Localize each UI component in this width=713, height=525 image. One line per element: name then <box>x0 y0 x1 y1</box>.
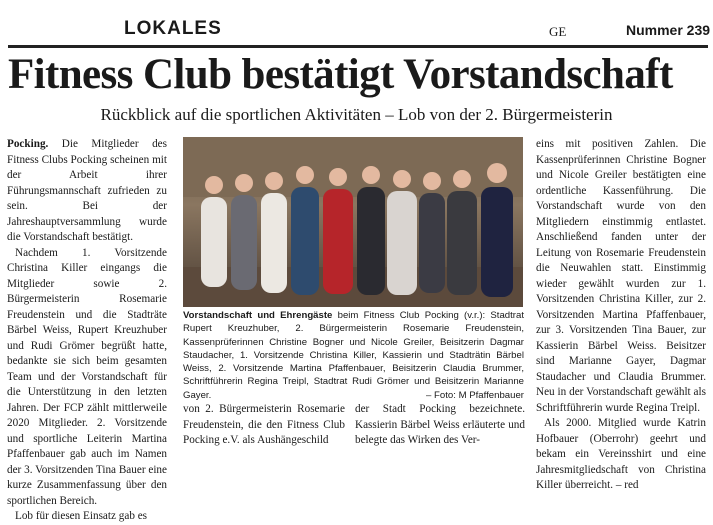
article-column-2 <box>183 402 345 449</box>
page-header <box>0 0 713 44</box>
caption-title: Vorstandschaft und Ehrengäste <box>183 310 333 321</box>
paragraph: von 2. Bürgermeisterin Rosemarie Freudenstein, die den Fitness Club Pocking e.V. als Aushängeschild <box>183 403 345 446</box>
article-column-4 <box>536 137 706 494</box>
author-sign: – red <box>613 479 639 491</box>
issue-number: Nummer 239 <box>626 22 711 38</box>
article-column-1 <box>7 137 167 525</box>
group-photo <box>183 137 523 307</box>
caption-text: beim Fitness Club Pocking (v.r.): Stadtrat Rupert Kreuzhuber, 2. Bürgermeisterin Rosemarie Freudenstein, Kassenprüferinnen Christine Bogner und Nicole Greiler, Beisitzerin Dagmar Staudacher, 1. Vorsitzende Christina Killer, Kassierin und Stadträtin Bärbel Weiss, 2. Vorsitzende Martina Pfaffenbauer, Beisitzerin Claudia Brummer, Schriftführerin Regina Treipl, Stadtrat Rudi Grömer und Beisitzerin Marianne Gayer. <box>183 310 524 401</box>
edition-code: GE <box>549 24 567 39</box>
paragraph-text: Die Mitglieder des Fitness Clubs Pocking scheinen mit der Arbeit ihrer Führungsmannschaft zufrieden zu sein. Bei der Jahreshauptversammlung wurde die Vorstandschaft bestätigt. <box>7 138 167 243</box>
subheadline: Rückblick auf die sportlichen Aktivitäten – Lob von der 2. Bürgermeisterin <box>100 105 613 124</box>
paragraph: eins mit positiven Zahlen. Die Kassenprüferinnen Christine Bogner und Nicole Greiler bestätigten eine ordentliche Kassenführung. Die Vorstandschaft wurde von den Mitgliedern einstimmig entlastet. Anschließend fanden unter der Leitung von Rosemarie Freudenstein die Neuwahlen statt. Einstimmig wieder gewählt wurden zur 1. Vorsitzenden Christina Killer, zur 2. Vorsitzenden Martina Pfaffenbauer, zur 3. Vorsitzenden Tina Bauer, zur Kassierin Bärbel Weiss. Beisitzer sind Marianne Gayer, Dagmar Staudacher und Claudia Brummer. Neu in der Vorstandschaft gewählt als Schriftführerin wurde Regina Treipl. <box>536 138 706 414</box>
article-column-3 <box>355 402 525 449</box>
paragraph-text: Als 2000. Mitglied wurde Katrin Hofbauer (Oberrohr) geehrt und bekam ein Vereinsshirt und eine Jahresmitgliedschaft von Christina Killer überreicht. <box>536 417 706 491</box>
headline: Fitness Club bestätigt Vorstandschaft <box>8 51 673 98</box>
section-title: LOKALES <box>124 18 222 39</box>
photo-caption <box>183 309 524 402</box>
paragraph <box>7 137 167 246</box>
paragraph: Nachdem 1. Vorsitzende Christina Killer eingangs die Mitglieder sowie 2. Bürgermeisterin Rosemarie Freudenstein und die Stadträte Bärbel Weiss, Rupert Kreuzhuber und Rudi Grömer begrüßt hatte, bedankte sie sich beim gesamten Team und der Vorstandschaft für die Unterstützung in den letzten Jahren. Der FCP zählt mittlerweile 2020 Mitglieder. 2. Vorsitzende und sportliche Leiterin Martina Pfaffenbauer gab auch im Namen der 3. Vorsitzenden Tina Bauer eine kurze Zusammenfassung über den sportlichen Bereich. <box>7 246 167 507</box>
photo-credit: – Foto: M Pfaffenbauer <box>426 389 524 401</box>
group-photo-illustration <box>183 137 523 307</box>
dateline: Pocking. <box>7 138 49 150</box>
header-rule <box>8 45 708 48</box>
paragraph: Lob für diesen Einsatz gab es <box>15 510 148 522</box>
paragraph <box>536 416 706 494</box>
paragraph: der Stadt Pocking bezeichnete. Kassierin Bärbel Weiss erläuterte und belegte das Wirken des Ver- <box>355 403 525 446</box>
